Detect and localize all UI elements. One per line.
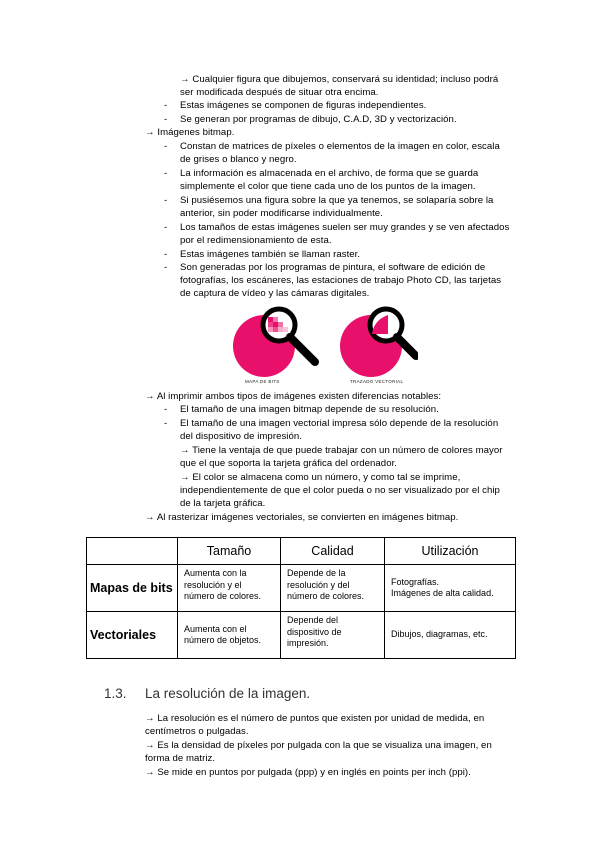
table-header-empty <box>87 538 178 565</box>
table-cell <box>385 612 516 659</box>
bitmap-vs-vector-figure <box>228 300 418 390</box>
cell-line: Fotografías. <box>391 576 440 587</box>
section-number: 1.3. <box>104 686 127 701</box>
print-note-2-line-1: → El color se almacena como un número, y como tal se imprime, <box>180 472 461 483</box>
table-cell <box>281 612 385 659</box>
bullet-dash: - <box>164 404 168 415</box>
cell-line: Imágenes de alta calidad. <box>391 588 494 598</box>
bitmap-bullet-4-line-2: por el redimensionamiento de esta. <box>180 235 332 246</box>
table-cell <box>178 612 281 659</box>
intro-line-2: ser modificada después de situar otra encima. <box>180 87 379 98</box>
bullet-dash: - <box>164 418 168 429</box>
table-cell <box>281 565 385 612</box>
bullet-dash: - <box>164 141 168 152</box>
row-label-bitmaps: Mapas de bits <box>87 565 178 612</box>
cell-line: Dibujos, diagramas, etc. <box>391 629 488 640</box>
bitmap-bullet-6-line-2: fotografías, los escáneres, las estaciones de trabajo Photo CD, las tarjetas <box>180 275 502 286</box>
bullet-dash: - <box>164 168 168 179</box>
bitmap-magnifier-illustration <box>233 309 315 377</box>
resolution-line-4: forma de matriz. <box>145 753 216 764</box>
resolution-line-5: → Se mide en puntos por pulgada (ppp) y en inglés en points per inch (ppi). <box>145 767 471 778</box>
print-note-1-line-2: que el que soporta la tarjeta gráfica del ordenador. <box>180 458 398 469</box>
cell-line: resolución y del <box>287 579 350 590</box>
bullet-dash: - <box>164 100 168 111</box>
section-title: La resolución de la imagen. <box>145 686 311 701</box>
bitmap-bullet-1-line-1: Constan de matrices de píxeles o elementos de la imagen en color, escala <box>180 141 500 152</box>
table-cell <box>178 565 281 612</box>
bitmap-bullet-6-line-3: de captura de vídeo y las cámaras digitales. <box>180 288 370 299</box>
cell-line: número de colores. <box>287 591 365 601</box>
print-intro: → Al imprimir ambos tipos de imágenes existen diferencias notables: <box>145 391 442 402</box>
bullet-dash: - <box>164 249 168 260</box>
vector-magnifier-illustration <box>340 309 416 377</box>
cell-line: número de objetos. <box>184 635 262 645</box>
table-header-utilizacion: Utilización <box>385 538 516 565</box>
bullet-dash: - <box>164 262 168 273</box>
cell-line: dispositivo de <box>287 626 342 637</box>
print-bullet-2-line-1: El tamaño de una imagen vectorial impresa sólo depende de la resolución <box>180 418 499 429</box>
bitmap-bullet-6-line-1: Son generadas por los programas de pintura, el software de edición de <box>180 262 486 273</box>
cell-line: resolución y el <box>184 579 242 590</box>
print-note-2-line-3: de la tarjeta gráfica. <box>180 498 266 509</box>
rasterize-line: → Al rasterizar imágenes vectoriales, se convierten en imágenes bitmap. <box>145 512 459 523</box>
bitmap-bullet-3-line-2: anterior, sin poder modificarse individualmente. <box>180 208 383 219</box>
cell-line: Depende del <box>287 615 339 625</box>
bitmap-bullet-1-line-2: de grises o blanco y negro. <box>180 154 297 165</box>
table-cell <box>385 565 516 612</box>
row-label-vectoriales: Vectoriales <box>87 612 178 659</box>
table-header-row <box>87 538 516 565</box>
intro-line-1: → Cualquier figura que dibujemos, conservará su identidad; incluso podrá <box>180 74 499 85</box>
bullet-dash: - <box>164 114 168 125</box>
resolution-line-2: centímetros o pulgadas. <box>145 726 249 737</box>
bitmap-bullet-3-line-1: Si pusiésemos una figura sobre la que ya tenemos, se solaparía sobre la <box>180 195 494 206</box>
bullet-dash: - <box>164 222 168 233</box>
cell-line: Aumenta con el <box>184 623 247 634</box>
bitmap-bullet-2-line-1: La información es almacenada en el archivo, de forma que se guarda <box>180 168 479 179</box>
vector-bullet-1: Estas imágenes se componen de figuras independientes. <box>180 100 427 111</box>
print-note-1-line-1: → Tiene la ventaja de que puede trabajar con un número de colores mayor <box>180 445 503 456</box>
print-note-2-line-2: independientemente de que el color pueda o no ser visualizado por el chip <box>180 485 500 496</box>
bitmap-bullet-4-line-1: Los tamaños de estas imágenes suelen ser muy grandes y se ven afectados <box>180 222 510 233</box>
bitmap-bullet-2-line-2: simplemente el color que tiene cada uno de los puntos de la imagen. <box>180 181 476 192</box>
cell-line: número de colores. <box>184 591 262 601</box>
figure-caption-vector: TRAZADO VECTORIAL <box>350 379 404 384</box>
figure-caption-bitmap: MAPA DE BITS <box>245 379 280 384</box>
table-row <box>87 565 516 612</box>
bullet-dash: - <box>164 195 168 206</box>
print-bullet-2-line-2: del dispositivo de impresión. <box>180 431 302 442</box>
table-header-tamano: Tamaño <box>178 538 281 565</box>
cell-line: impresión. <box>287 638 329 648</box>
resolution-line-3: → Es la densidad de píxeles por pulgada con la que se visualiza una imagen, en <box>145 740 492 751</box>
bitmap-heading: → Imágenes bitmap. <box>145 127 235 138</box>
vector-bullet-2: Se generan por programas de dibujo, C.A.D, 3D y vectorización. <box>180 114 457 125</box>
comparison-table <box>86 537 516 659</box>
bitmap-bullet-5: Estas imágenes también se llaman raster. <box>180 249 361 260</box>
resolution-line-1: → La resolución es el número de puntos que existen por unidad de medida, en <box>145 713 485 724</box>
print-bullet-1: El tamaño de una imagen bitmap depende de su resolución. <box>180 404 439 415</box>
table-header-calidad: Calidad <box>281 538 385 565</box>
cell-line: Aumenta con la <box>184 568 247 578</box>
table-row <box>87 612 516 659</box>
cell-line: Depende de la <box>287 568 346 578</box>
